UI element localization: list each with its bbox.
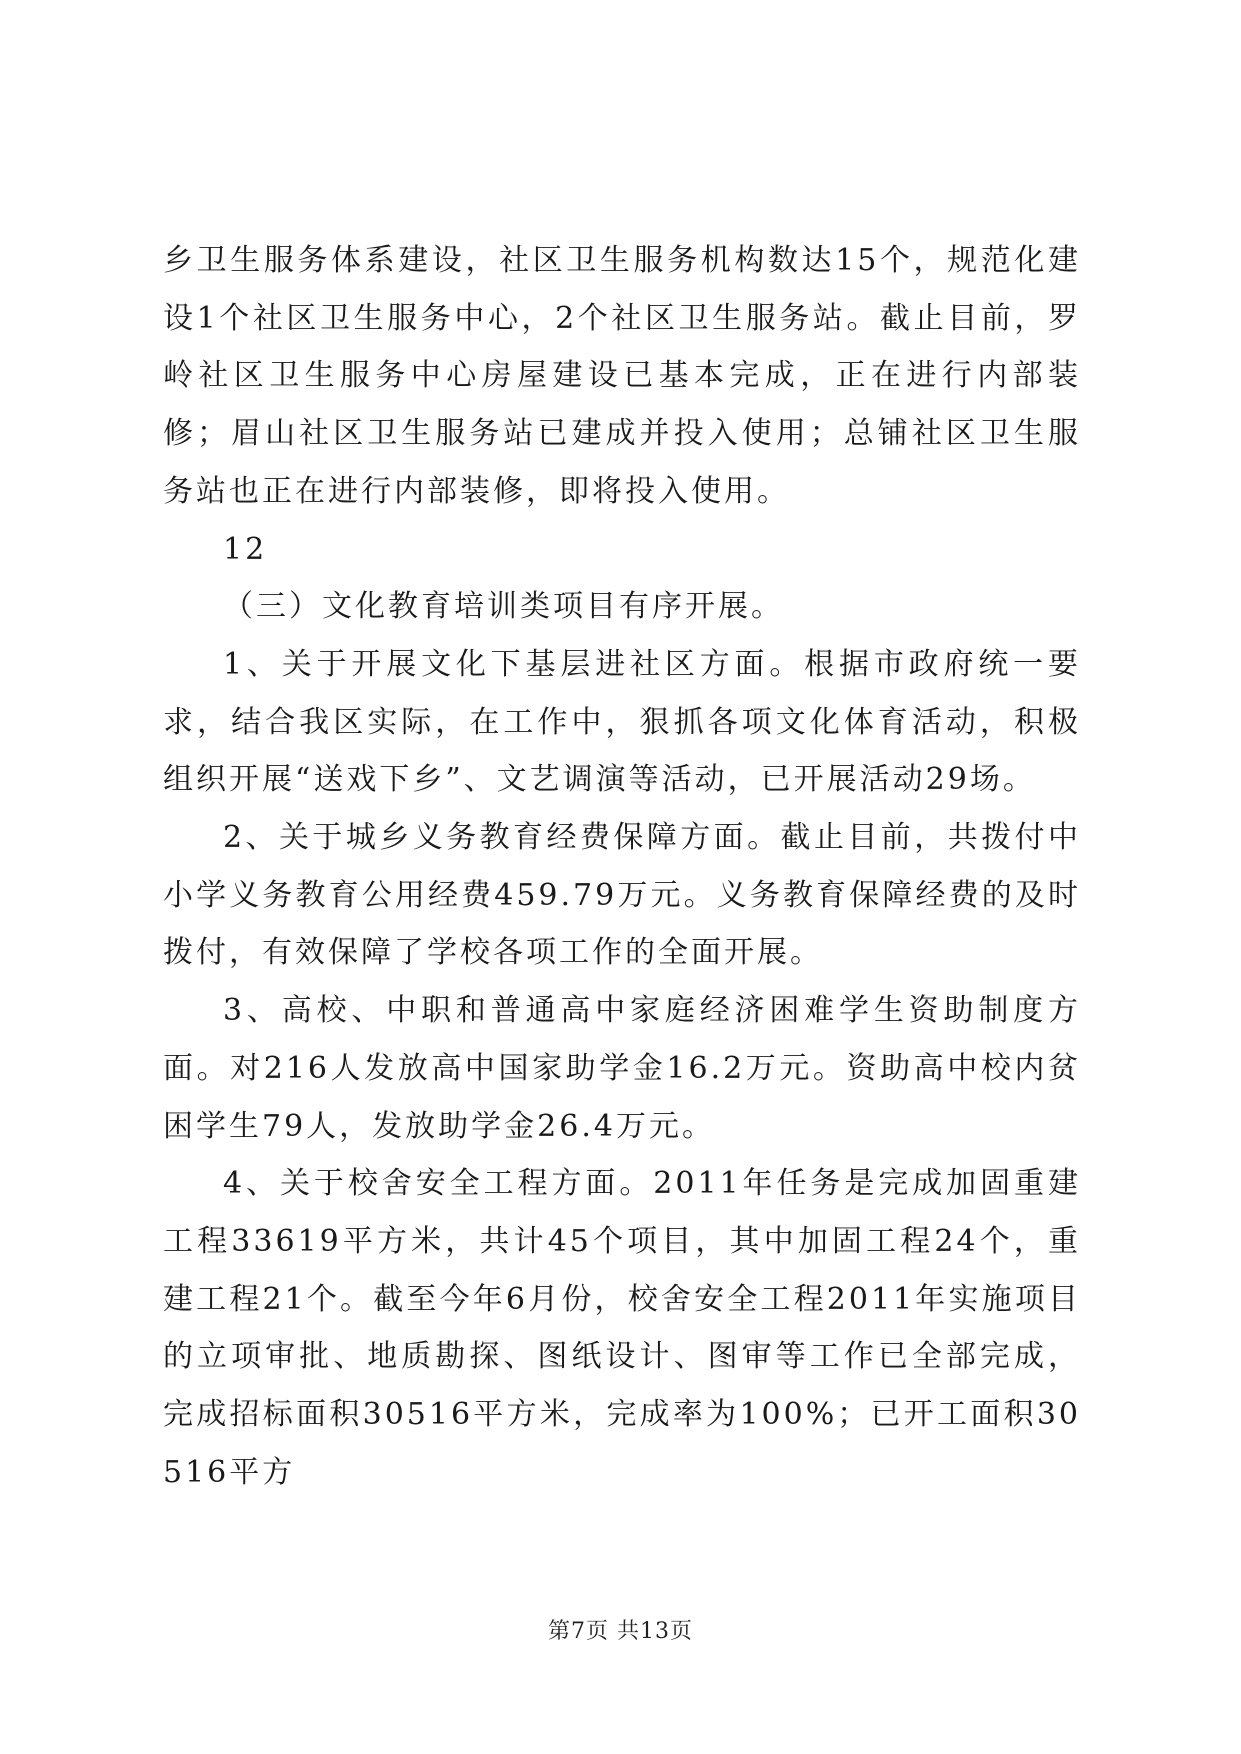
paragraph-number: 12 [223, 531, 268, 567]
paragraph-item-1: 1、关于开展文化下基层进社区方面。根据市政府统一要求，结合我区实际，在工作中，狠抓各项文化体育活动，积极组织开展“送戏下乡”、文艺调演等活动，已开展活动29场。 [163, 646, 1081, 798]
paragraph-item-4: 4、关于校舍安全工程方面。2011年任务是完成加固重建工程33619平方米，共计45个项目，其中加固工程24个，重建工程21个。截至今年6月份，校舍安全工程2011年实施项目的立项审批、地质勘探、图纸设计、图审等工作已全部完成，完成招标面积30516平方米，完成率为100%；已开工面积30516平方 [163, 1166, 1081, 1490]
section-heading: （三）文化教育培训类项目有序开展。 [223, 589, 784, 625]
paragraph-item-2: 2、关于城乡义务教育经费保障方面。截止目前，共拨付中小学义务教育公用经费459.79万元。义务教育保障经费的及时拨付，有效保障了学校各项工作的全面开展。 [163, 820, 1081, 971]
page-number-footer: 第7页 共13页 [548, 1619, 693, 1644]
paragraph-item-3: 3、高校、中职和普通高中家庭经济困难学生资助制度方面。对216人发放高中国家助学金16.2万元。资助高中校内贫困学生79人，发放助学金26.4万元。 [163, 993, 1081, 1144]
document-body [163, 232, 1081, 1501]
paragraph-continuation: 乡卫生服务体系建设，社区卫生服务机构数达15个，规范化建设1个社区卫生服务中心，2个社区卫生服务站。截止目前，罗岭社区卫生服务中心房屋建设已基本完成，正在进行内部装修；眉山社区卫生服务站已建成并投入使用；总铺社区卫生服务站也正在进行内部装修，即将投入使用。 [163, 243, 1081, 509]
